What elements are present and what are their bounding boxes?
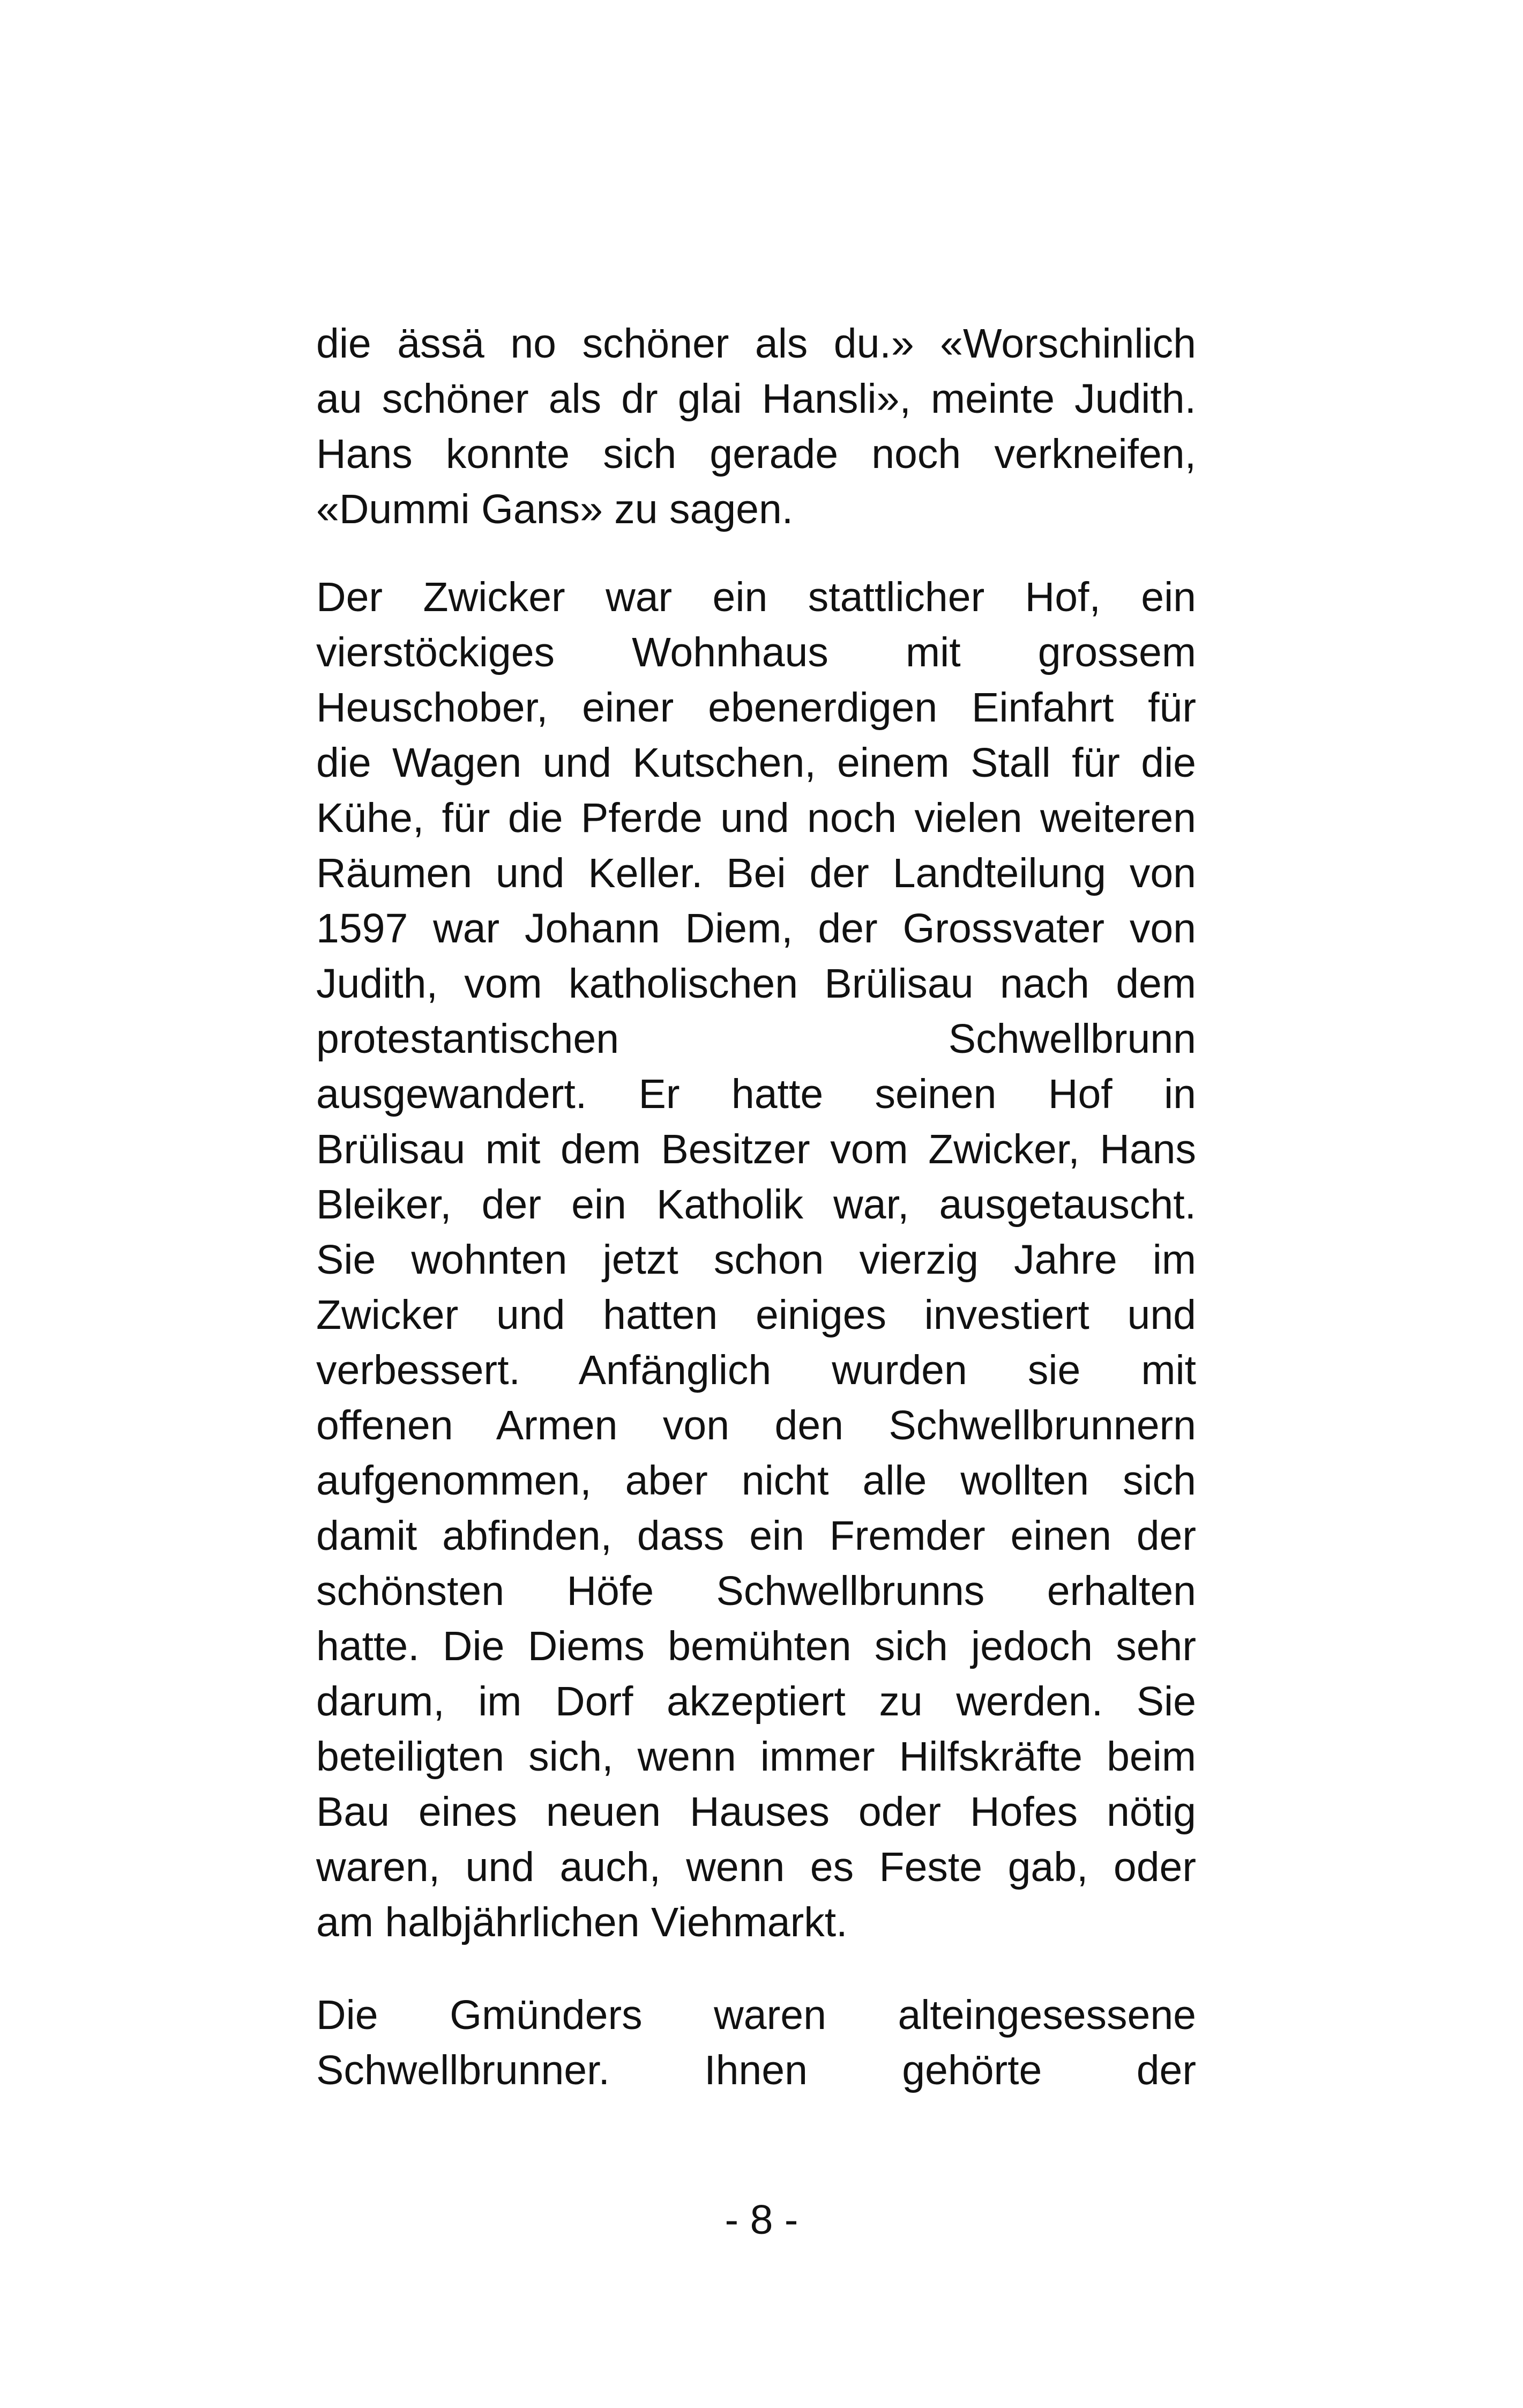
text-line: offenen Armen von den Schwellbrunnern — [316, 1402, 1196, 1448]
text-line: die ässä no schöner als du.» «Worschinlich — [316, 321, 1196, 367]
text-line: Schwellbrunner. Ihnen gehörte der — [316, 2047, 1196, 2093]
text-line: damit abfinden, dass ein Fremder einen der — [316, 1513, 1196, 1559]
text-line: beteiligten sich, wenn immer Hilfskräfte beim — [316, 1734, 1196, 1780]
text-line: Brülisau mit dem Besitzer vom Zwicker, Hans — [316, 1126, 1196, 1172]
text-line: schönsten Höfe Schwellbrunns erhalten — [316, 1568, 1196, 1614]
page-number: - 8 - — [725, 2197, 798, 2243]
text-line: Die Gmünders waren alteingesessene — [316, 1992, 1196, 2038]
text-line: Heuschober, einer ebenerdigen Einfahrt für — [316, 685, 1196, 731]
text-line: Hans konnte sich gerade noch verkneifen, — [316, 431, 1196, 477]
paragraph-1 — [316, 316, 1196, 537]
text-line: 1597 war Johann Diem, der Grossvater von — [316, 905, 1196, 952]
text-line: Bleiker, der ein Katholik war, ausgetauscht. — [316, 1181, 1196, 1228]
text-line: verbessert. Anfänglich wurden sie mit — [316, 1347, 1196, 1393]
text-line: die Wagen und Kutschen, einem Stall für die — [316, 740, 1196, 786]
text-line: protestantischen Schwellbrunn — [316, 1016, 1196, 1062]
text-line: ausgewandert. Er hatte seinen Hof in — [316, 1071, 1196, 1117]
paragraph-2 — [316, 570, 1196, 1950]
text-line: Bau eines neuen Hauses oder Hofes nötig — [316, 1789, 1196, 1835]
text-line: hatte. Die Diems bemühten sich jedoch sehr — [316, 1623, 1196, 1669]
text-line: am halbjährlichen Viehmarkt. — [316, 1899, 848, 1945]
text-line: Sie wohnten jetzt schon vierzig Jahre im — [316, 1237, 1196, 1283]
text-line: Räumen und Keller. Bei der Landteilung von — [316, 850, 1196, 896]
text-line: darum, im Dorf akzeptiert zu werden. Sie — [316, 1678, 1196, 1725]
text-line: Judith, vom katholischen Brülisau nach dem — [316, 961, 1196, 1007]
text-line: au schöner als dr glai Hansli», meinte Judith. — [316, 376, 1196, 422]
text-line: aufgenommen, aber nicht alle wollten sich — [316, 1458, 1196, 1504]
text-line: Zwicker und hatten einiges investiert und — [316, 1292, 1196, 1338]
text-line: waren, und auch, wenn es Feste gab, oder — [316, 1844, 1196, 1890]
text-line: Der Zwicker war ein stattlicher Hof, ein — [316, 574, 1196, 620]
text-line: vierstöckiges Wohnhaus mit grossem — [316, 629, 1196, 675]
text-line: Kühe, für die Pferde und noch vielen weiteren — [316, 795, 1196, 841]
paragraph-3 — [316, 1988, 1196, 2098]
text-line: «Dummi Gans» zu sagen. — [316, 486, 794, 532]
